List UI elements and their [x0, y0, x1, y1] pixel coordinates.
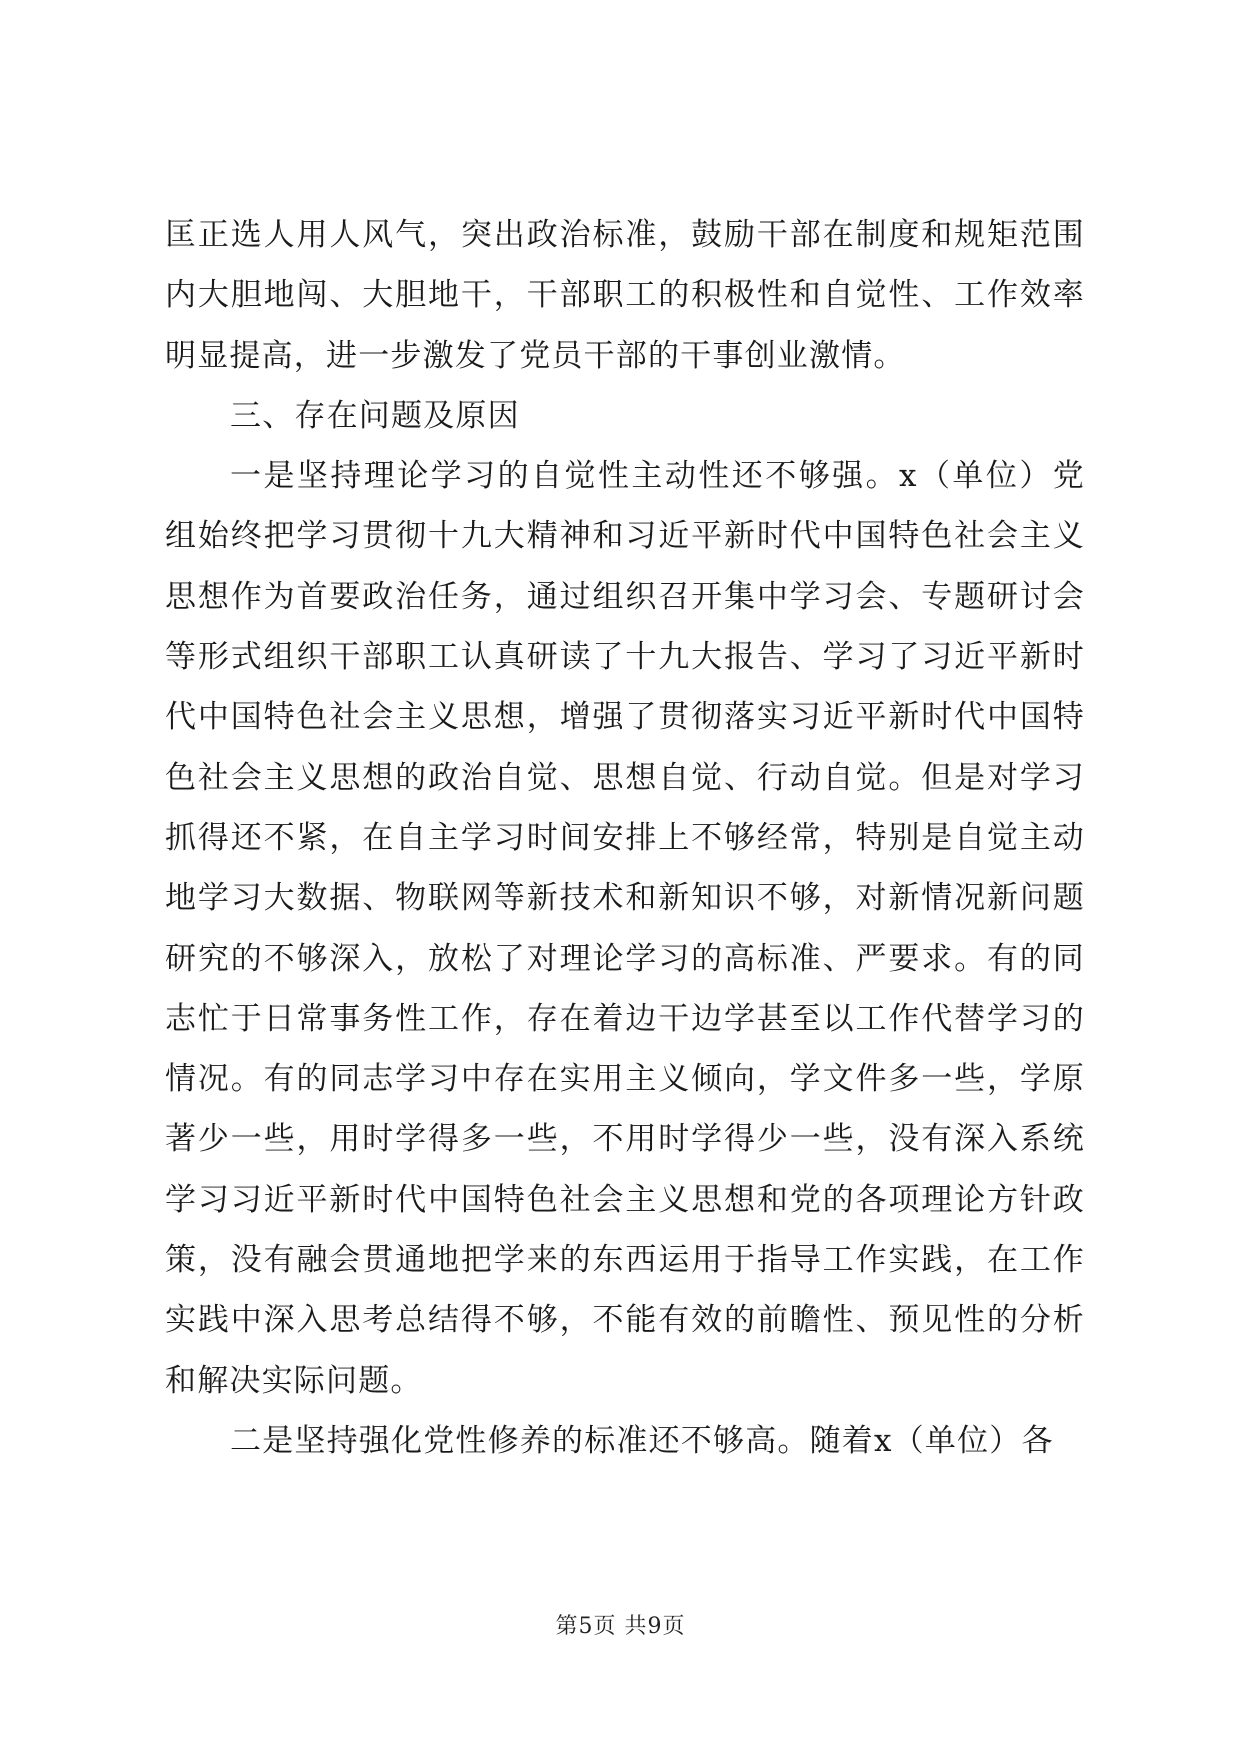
document-body — [165, 205, 1085, 1471]
paragraph-point-two: 二是坚持强化党性修养的标准还不够高。随着x（单位）各 — [230, 1422, 1054, 1459]
page-number-footer: 第5页 共9页 — [555, 1614, 686, 1639]
paragraph-continuation: 匡正选人用人风气，突出政治标准，鼓励干部在制度和规矩范围内大胆地闯、大胆地干，干部职工的积极性和自觉性、工作效率明显提高，进一步激发了党员干部的干事创业激情。 — [165, 217, 1085, 374]
section-heading: 三、存在问题及原因 — [230, 397, 520, 434]
paragraph-point-one: 一是坚持理论学习的自觉性主动性还不够强。x（单位）党组始终把学习贯彻十九大精神和习近平新时代中国特色社会主义思想作为首要政治任务，通过组织召开集中学习会、专题研讨会等形式组织干部职工认真研读了十九大报告、学习了习近平新时代中国特色社会主义思想，增强了贯彻落实习近平新时代中国特色社会主义思想的政治自觉、思想自觉、行动自觉。但是对学习抓得还不紧，在自主学习时间安排上不够经常，特别是自觉主动地学习大数据、物联网等新技术和新知识不够，对新情况新问题研究的不够深入，放松了对理论学习的高标准、严要求。有的同志忙于日常事务性工作，存在着边干边学甚至以工作代替学习的情况。有的同志学习中存在实用主义倾向，学文件多一些，学原著少一些，用时学得多一些，不用时学得少一些，没有深入系统学习习近平新时代中国特色社会主义思想和党的各项理论方针政策，没有融会贯通地把学来的东西运用于指导工作实践，在工作实践中深入思考总结得不够，不能有效的前瞻性、预见性的分析和解决实际问题。 — [165, 458, 1085, 1399]
